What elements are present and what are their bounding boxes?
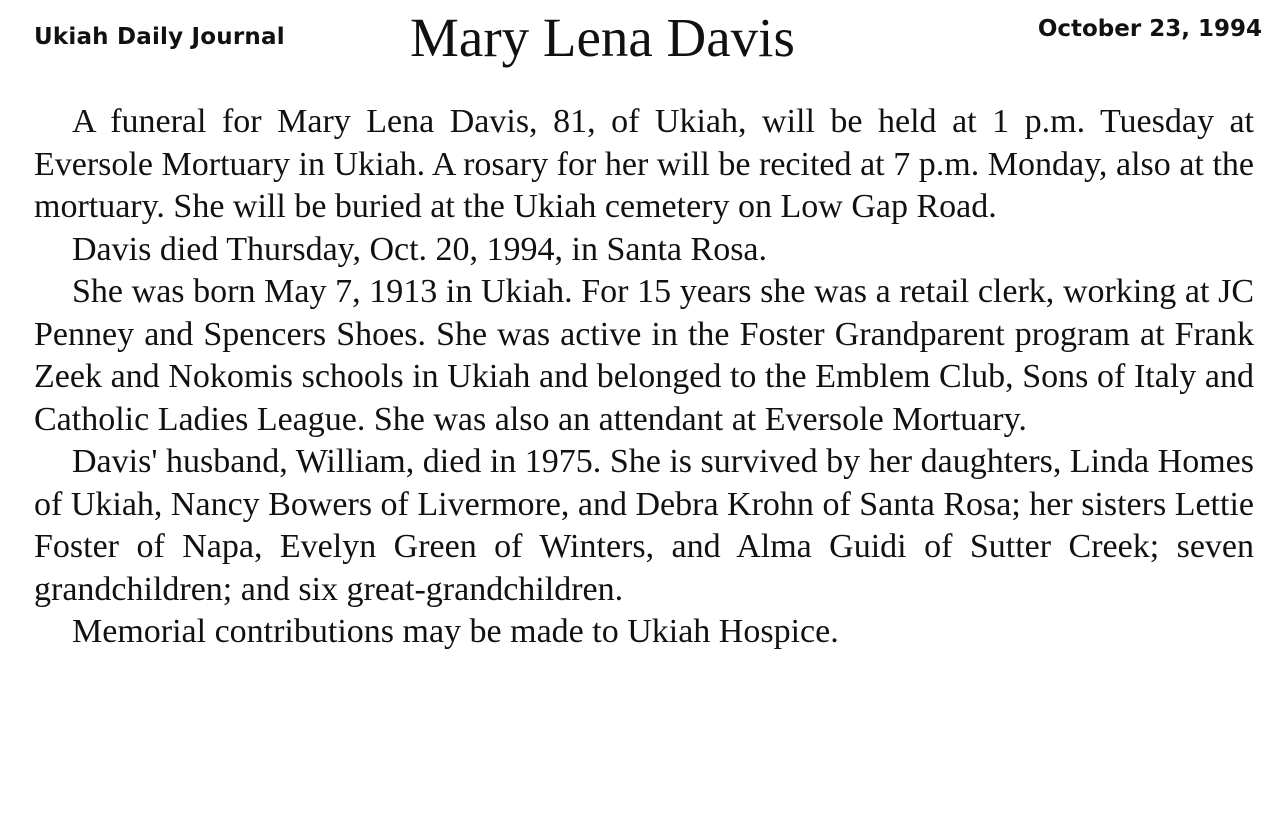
obituary-body: [34, 101, 1254, 654]
paragraph-funeral: A funeral for Mary Lena Davis, 81, of Ukiah, will be held at 1 p.m. Tuesday at Eversole Mortuary in Ukiah. A rosary for her will be recited at 7 p.m. Monday, also at the mortuary. She will be buried at the Ukiah cemetery on Low Gap Road.: [34, 103, 1254, 225]
paragraph-biography: She was born May 7, 1913 in Ukiah. For 15 years she was a retail clerk, working at JC Penney and Spencers Shoes. She was active in the Foster Grandparent program at Frank Zeek and Nokomis schools in Ukiah and belonged to the Emblem Club, Sons of Italy and Catholic Ladies League. She was also an attendant at Eversole Mortuary.: [34, 273, 1254, 438]
publication-date: October 23, 1994: [1037, 16, 1262, 42]
paragraph-memorial: Memorial contributions may be made to Ukiah Hospice.: [72, 613, 839, 650]
obituary-headline: Mary Lena Davis: [410, 7, 795, 68]
paragraph-survivors: Davis' husband, William, died in 1975. She is survived by her daughters, Linda Homes of Ukiah, Nancy Bowers of Livermore, and Debra Krohn of Santa Rosa; her sisters Lettie Foster of Napa, Evelyn Green of Winters, and Alma Guidi of Sutter Creek; seven grandchildren; and six great-grandchildren.: [34, 443, 1254, 608]
paragraph-death: Davis died Thursday, Oct. 20, 1994, in Santa Rosa.: [72, 230, 768, 268]
clipping-header: [0, 0, 1284, 90]
newspaper-name: Ukiah Daily Journal: [34, 24, 285, 50]
